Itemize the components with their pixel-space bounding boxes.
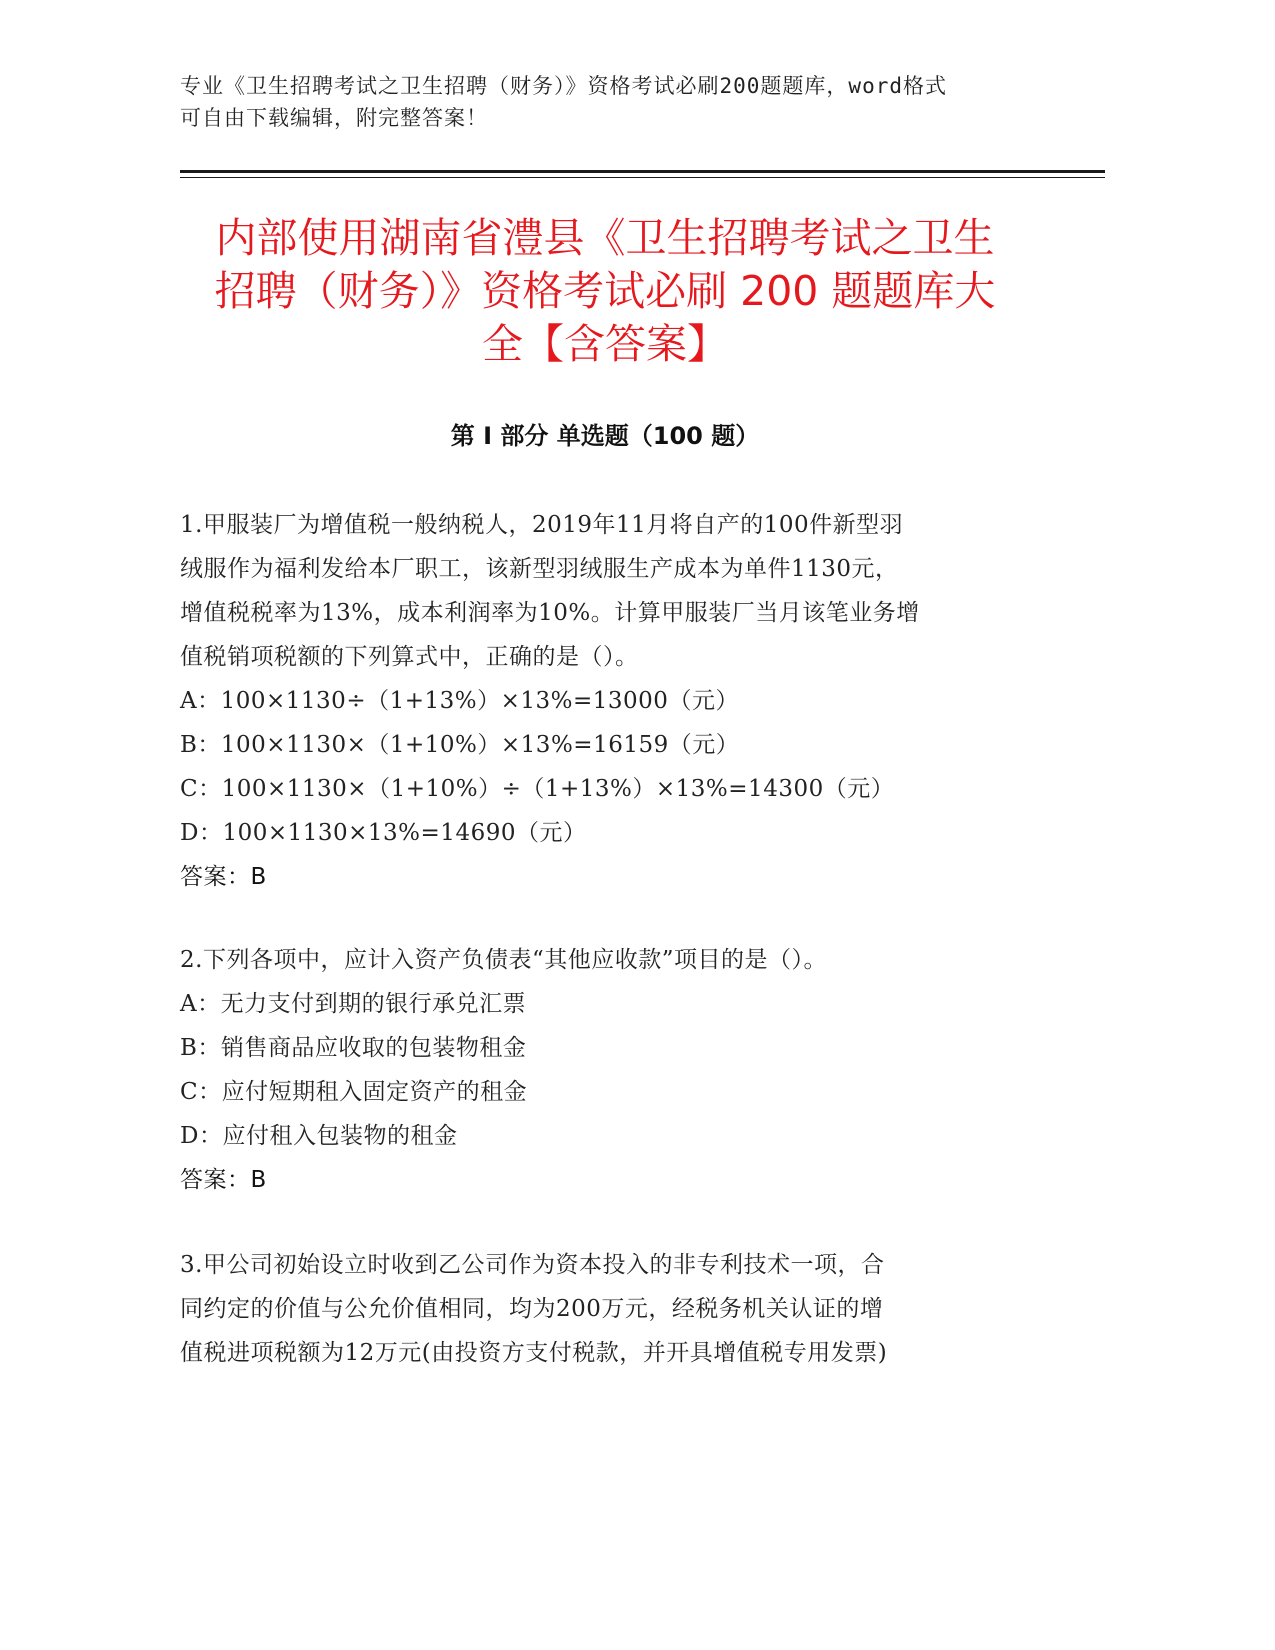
question-2: [180, 938, 1060, 1202]
title-line: 招聘（财务）》资格考试必刷 200 题题库大: [214, 267, 996, 315]
option-c: C：应付短期租入固定资产的租金: [180, 1079, 528, 1105]
option-d: D：100×1130×13%=14690（元）: [180, 820, 587, 846]
option-b: B：100×1130×（1+10%）×13%=16159（元）: [180, 732, 740, 758]
header-note-line: 专业《卫生招聘考试之卫生招聘（财务）》资格考试必刷200题题库，word格式: [180, 74, 947, 98]
option-a: A：100×1130÷（1+13%）×13%=13000（元）: [180, 688, 739, 714]
document-title: [170, 212, 1040, 371]
option-d: D：应付租入包装物的租金: [180, 1123, 458, 1149]
question-stem-line: 2.下列各项中，应计入资产负债表“其他应收款”项目的是（）。: [180, 947, 827, 973]
answer-label: 答案：B: [180, 1167, 267, 1193]
option-b: B：销售商品应收取的包装物租金: [180, 1035, 527, 1061]
question-stem-line: 值税进项税额为12万元(由投资方支付税款，并开具增值税专用发票): [180, 1340, 888, 1366]
header-divider-thin: [180, 177, 1105, 178]
question-1: [180, 503, 1060, 899]
question-stem-line: 绒服作为福利发给本厂职工，该新型羽绒服生产成本为单件1130元，: [180, 556, 899, 582]
answer-label: 答案：B: [180, 864, 267, 890]
question-stem-line: 值税销项税额的下列算式中，正确的是（）。: [180, 644, 639, 670]
question-3: [180, 1243, 1060, 1375]
question-stem-line: 3.甲公司初始设立时收到乙公司作为资本投入的非专利技术一项，合: [180, 1252, 885, 1278]
section-heading: 第 I 部分 单选题（100 题）: [450, 422, 760, 450]
question-stem-line: 增值税税率为13%，成本利润率为10%。计算甲服装厂当月该笔业务增: [180, 600, 920, 626]
header-note-line: 可自由下载编辑，附完整答案！: [180, 106, 488, 130]
question-stem-line: 同约定的价值与公允价值相同，均为200万元，经税务机关认证的增: [180, 1296, 884, 1322]
title-line: 全【含答案】: [482, 320, 728, 368]
option-a: A：无力支付到期的银行承兑汇票: [180, 991, 527, 1017]
option-c: C：100×1130×（1+10%）÷（1+13%）×13%=14300（元）: [180, 776, 895, 802]
title-line: 内部使用湖南省澧县《卫生招聘考试之卫生: [215, 214, 995, 262]
header-note: [180, 70, 1060, 134]
header-divider-thick: [180, 170, 1105, 173]
question-stem-line: 1.甲服装厂为增值税一般纳税人，2019年11月将自产的100件新型羽: [180, 512, 904, 538]
